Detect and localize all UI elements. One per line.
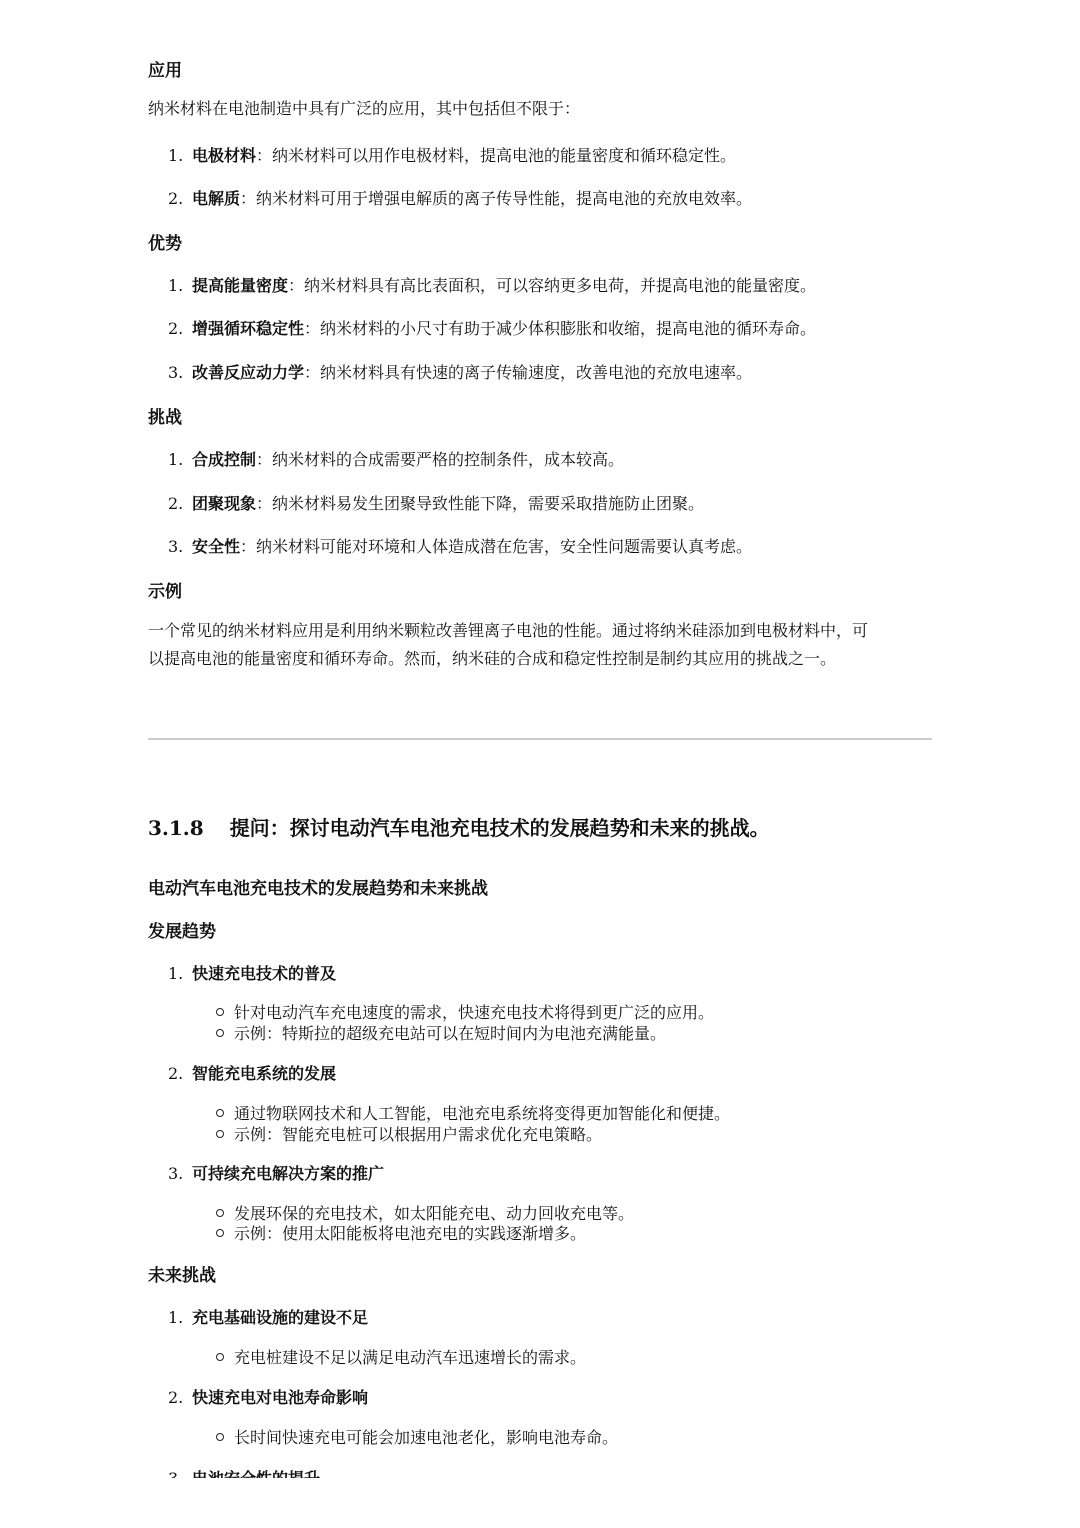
- item-label: 充电基础设施的建设不足: [192, 1308, 369, 1327]
- list-item: 1. 合成控制：纳米材料的合成需要严格的控制条件，成本较高。: [168, 450, 625, 469]
- list-item: 1. 电极材料：纳米材料可以用作电极材料，提高电池的能量密度和循环稳定性。: [168, 146, 737, 165]
- heading-example: 示例: [148, 582, 182, 602]
- circle-bullet-icon: [216, 1130, 224, 1138]
- sub-item: 示例：使用太阳能板将电池充电的实践逐渐增多。: [216, 1221, 586, 1244]
- list-item: 2. 电解质：纳米材料可用于增强电解质的离子传导性能，提高电池的充放电效率。: [168, 189, 753, 208]
- sub-item: 针对电动汽车充电速度的需求，快速充电技术将得到更广泛的应用。: [216, 1000, 714, 1023]
- example-line-2: 以提高电池的能量密度和循环寿命。然而，纳米硅的合成和稳定性控制是制约其应用的挑战之一。: [148, 649, 837, 668]
- circle-bullet-icon: [216, 1008, 224, 1016]
- sub-item: 发展环保的充电技术，如太阳能充电、动力回收充电等。: [216, 1201, 634, 1224]
- list-item: 3. 可持续充电解决方案的推广: [168, 1164, 385, 1183]
- list-item: 1. 快速充电技术的普及: [168, 964, 337, 983]
- circle-bullet-icon: [216, 1109, 224, 1117]
- heading-trends: 发展趋势: [148, 922, 216, 942]
- section-heading: [148, 812, 770, 841]
- item-label: 快速充电对电池寿命影响: [192, 1388, 369, 1407]
- item-term: 增强循环稳定性: [192, 319, 305, 338]
- item-term: 电解质: [192, 189, 241, 208]
- sub-item: 示例：智能充电桩可以根据用户需求优化充电策略。: [216, 1122, 602, 1145]
- sub-item: 通过物联网技术和人工智能，电池充电系统将变得更加智能化和便捷。: [216, 1101, 730, 1124]
- list-item: 1. 提高能量密度：纳米材料具有高比表面积，可以容纳更多电荷，并提高电池的能量密度。: [168, 276, 817, 295]
- apply-intro: 纳米材料在电池制造中具有广泛的应用，其中包括但不限于：: [148, 99, 581, 118]
- circle-bullet-icon: [216, 1229, 224, 1237]
- item-term: 合成控制: [192, 450, 257, 469]
- circle-bullet-icon: [216, 1209, 224, 1217]
- item-term: 改善反应动力学: [192, 363, 305, 382]
- item-term: 安全性: [192, 537, 241, 556]
- list-item: 3. 安全性：纳米材料可能对环境和人体造成潜在危害，安全性问题需要认真考虑。: [168, 537, 753, 556]
- heading-advantages: 优势: [148, 234, 182, 254]
- circle-bullet-icon: [216, 1433, 224, 1441]
- item-term: 提高能量密度: [192, 276, 289, 295]
- sub-item: 示例：特斯拉的超级充电站可以在短时间内为电池充满能量。: [216, 1021, 666, 1044]
- circle-bullet-icon: [216, 1353, 224, 1361]
- item-label: 智能充电系统的发展: [192, 1064, 337, 1083]
- list-item: 1. 充电基础设施的建设不足: [168, 1308, 369, 1327]
- sub-item: 长时间快速充电可能会加速电池老化，影响电池寿命。: [216, 1425, 618, 1448]
- list-item: 2. 团聚现象：纳米材料易发生团聚导致性能下降，需要采取措施防止团聚。: [168, 494, 705, 513]
- answer-title: 电动汽车电池充电技术的发展趋势和未来挑战: [148, 879, 488, 899]
- list-item: 3. 改善反应动力学：纳米材料具有快速的离子传输速度，改善电池的充放电速率。: [168, 363, 753, 382]
- section-divider: [148, 738, 932, 740]
- item-term: 电极材料: [192, 146, 257, 165]
- heading-future: 未来挑战: [148, 1266, 216, 1286]
- page-cut-mask: [0, 1478, 1080, 1528]
- list-item: 2. 增强循环稳定性：纳米材料的小尺寸有助于减少体积膨胀和收缩，提高电池的循环寿命。: [168, 319, 817, 338]
- sub-item: 充电桩建设不足以满足电动汽车迅速增长的需求。: [216, 1345, 586, 1368]
- list-item: 2. 快速充电对电池寿命影响: [168, 1388, 369, 1407]
- example-line-1: 一个常见的纳米材料应用是利用纳米颗粒改善锂离子电池的性能。通过将纳米硅添加到电极材料中，可: [148, 621, 869, 640]
- item-term: 团聚现象: [192, 494, 257, 513]
- heading-apply: 应用: [148, 61, 182, 81]
- section-title: 提问：探讨电动汽车电池充电技术的发展趋势和未来的挑战。: [229, 816, 770, 840]
- circle-bullet-icon: [216, 1029, 224, 1037]
- heading-challenges: 挑战: [148, 408, 182, 428]
- item-label: 可持续充电解决方案的推广: [192, 1164, 385, 1183]
- list-item: 2. 智能充电系统的发展: [168, 1064, 337, 1083]
- section-number: 3.1.8: [148, 816, 204, 840]
- item-label: 快速充电技术的普及: [192, 964, 337, 983]
